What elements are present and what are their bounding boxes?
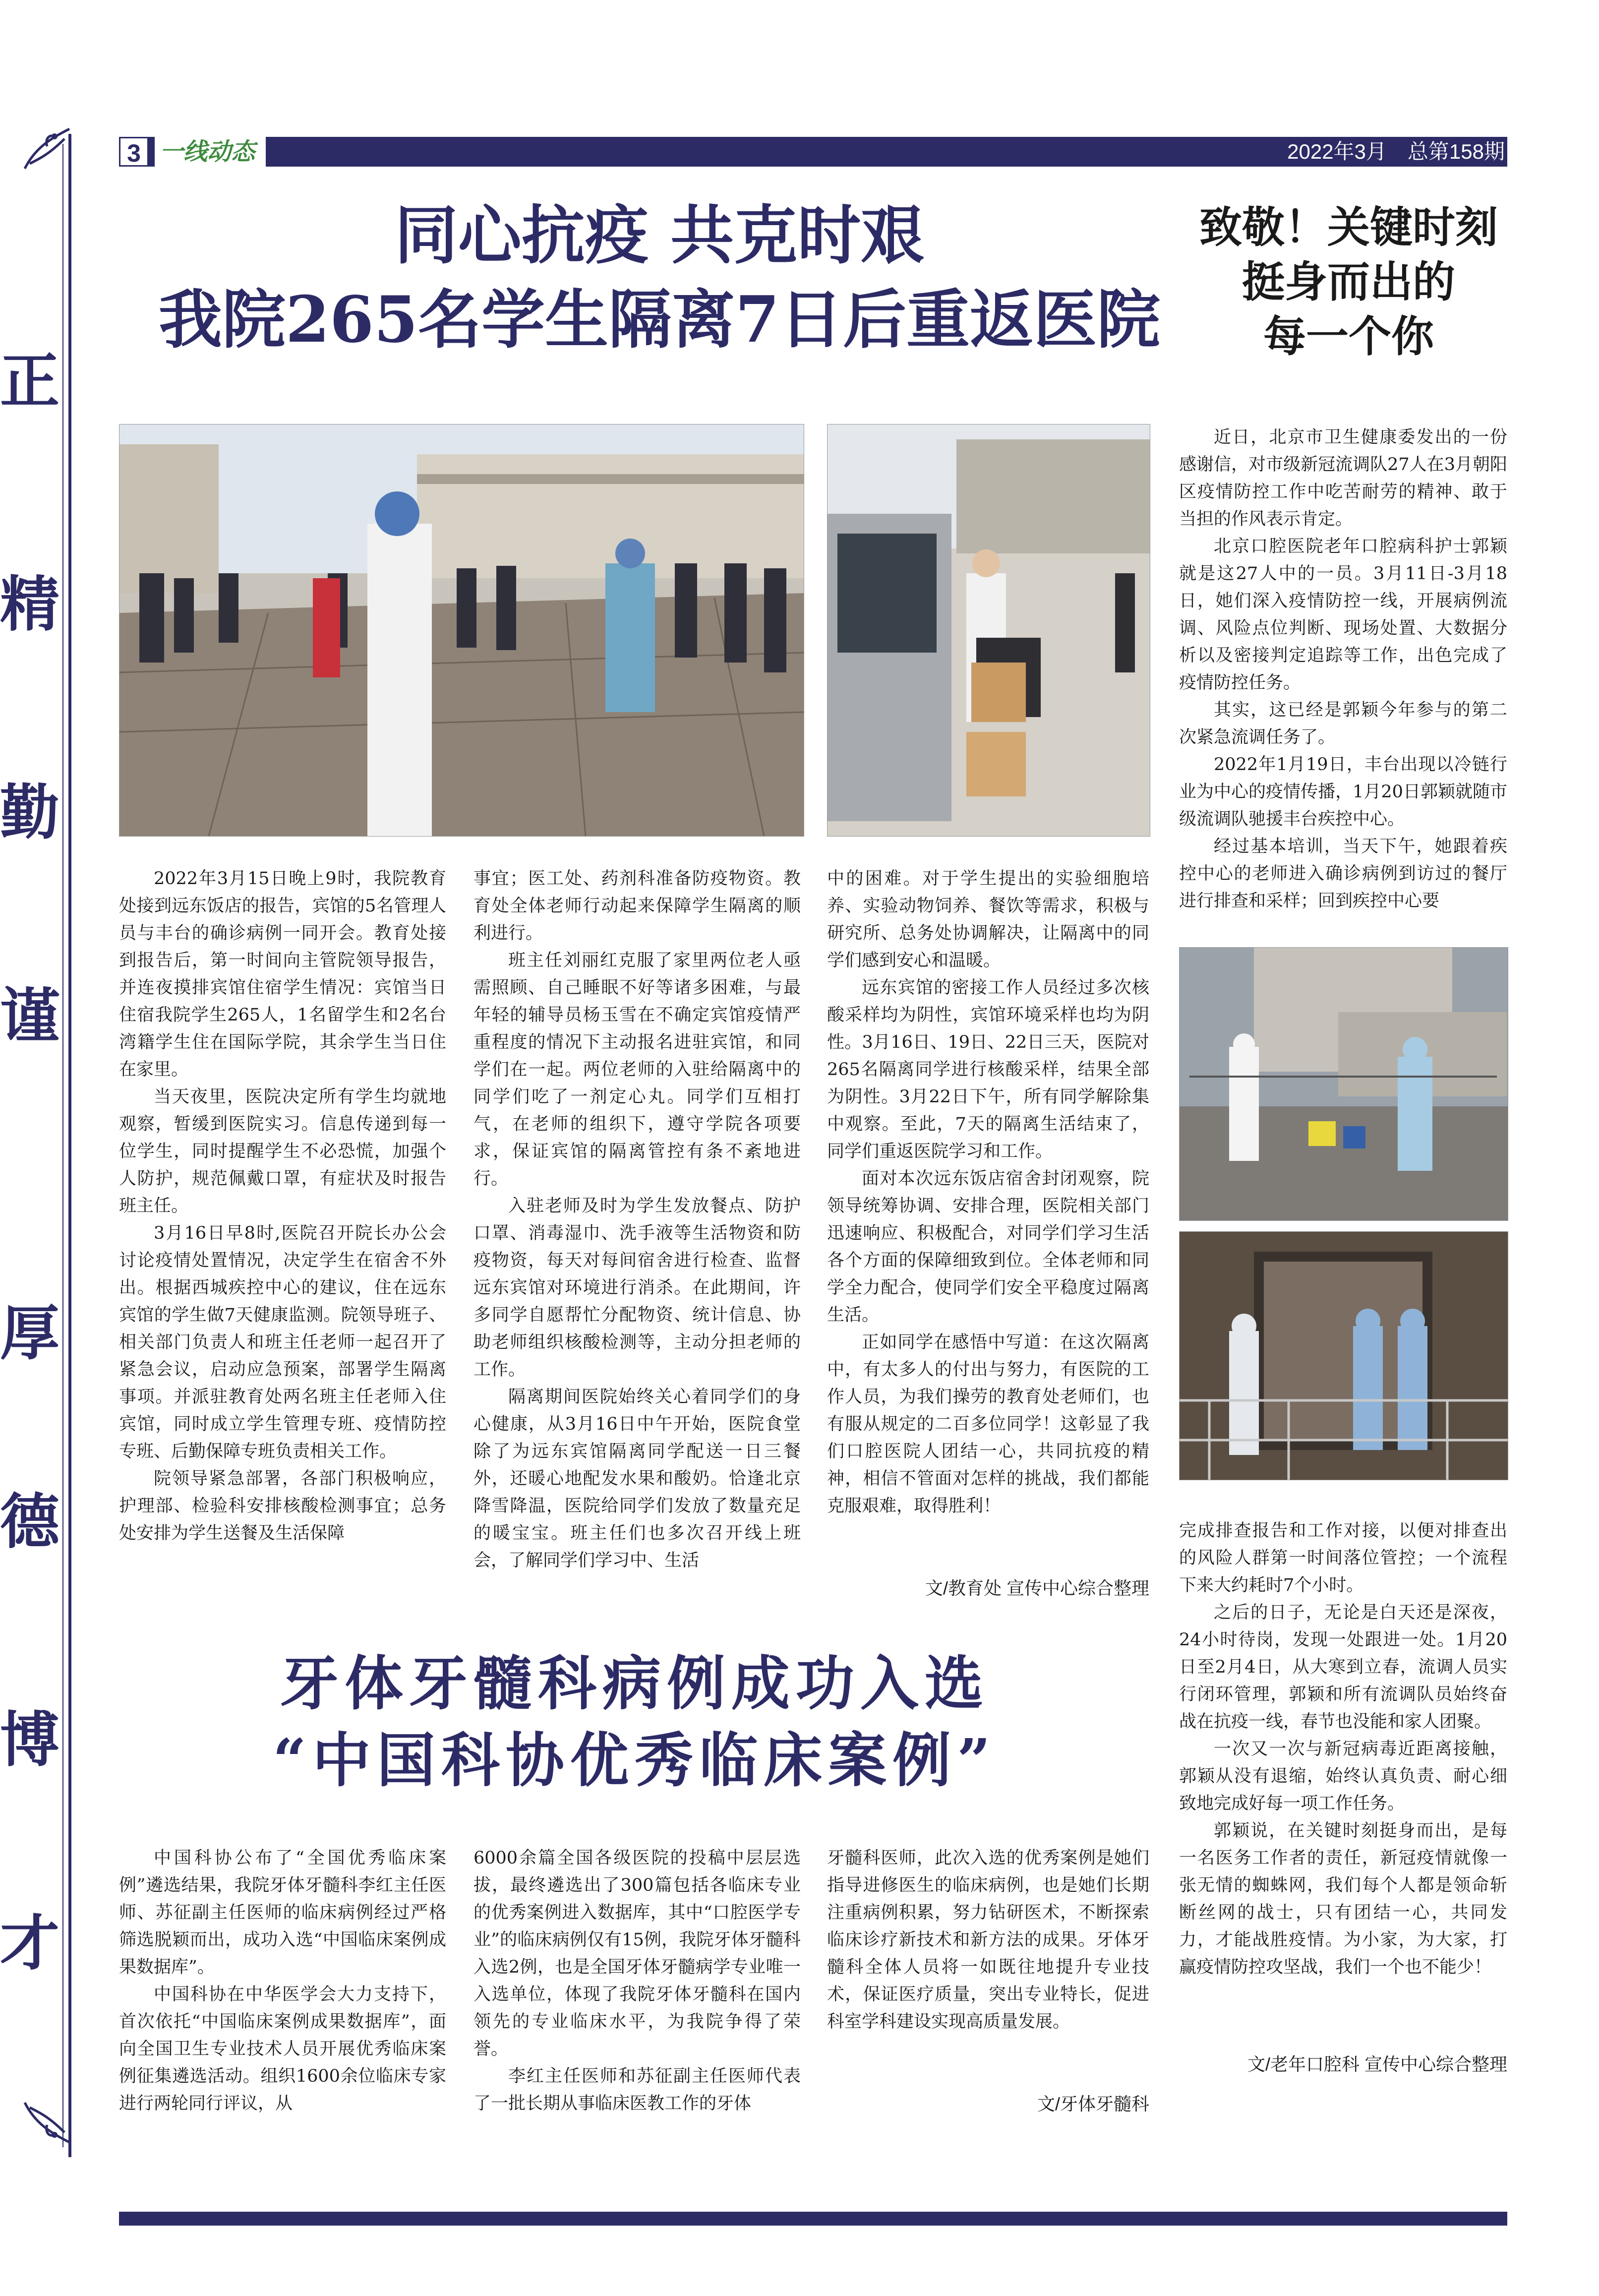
paragraph: 完成排查报告和工作对接，以便对排查出的风险人群第一时间落位管控；一个流程下来大约耗时7个小时。: [1179, 1521, 1507, 1595]
corner-ornament-icon: [20, 119, 74, 174]
article1-title-line1: 同心抗疫 共克时艰: [394, 198, 925, 273]
side-char: 厚: [0, 1299, 59, 1368]
paragraph: 院领导紧急部署，各部门积极响应，护理部、检验科安排核酸检测事宜；总务处安排为学生送餐及生活保障: [119, 1469, 446, 1543]
corner-ornament-bottom-icon: [20, 2098, 74, 2152]
side-decoration-strip: [0, 114, 74, 2182]
side-char: 博: [0, 1706, 59, 1775]
paragraph: 3月16日早8时,医院召开院长办公会讨论疫情处置情况，决定学生在宿舍不外出。根据西城疾控中心的建议，住在远东宾馆的学生做7天健康监测。院领导班子、相关部门负责人和班主任老师一起召开了紧急会议，启动应急预案，部署学生隔离事项。并派驻教育处两名班主任老师入住宾馆，同时成立学生管理专班、疫情防控专班、后勤保障专班负责相关工作。: [119, 1223, 446, 1461]
paragraph: 正如同学在感悟中写道：在这次隔离中，有太多人的付出与努力，有医院的工作人员，为我们操劳的教育处老师们，也有服从规定的二百多位同学！这彰显了我们口腔医院人团结一心，共同抗疫的精神，相信不管面对怎样的挑战，我们都能克服艰难，取得胜利！: [827, 1332, 1149, 1516]
page-footer-bar: [119, 2212, 1507, 2226]
photo-supply-delivery: [827, 424, 1150, 837]
paragraph: 中国科协在中华医学会大力支持下，首次依托“中国临床案例成果数据库”，面向全国卫生专业技术人员开展优秀临床案例征集遴选活动。组织1600余位临床专家进行两轮同行评议，从: [119, 1985, 446, 2114]
paragraph: 其实，这已经是郭颖今年参与的第二次紧急流调任务了。: [1179, 700, 1507, 747]
paragraph: 2022年1月19日，丰台出现以冷链行业为中心的疫情传播，1月20日郭颖就随市级流调队驰援丰台疾控中心。: [1179, 755, 1507, 829]
side-char: 勤: [0, 779, 59, 847]
paragraph: 郭颖说，在关键时刻挺身而出，是每一名医务工作者的责任，新冠疫情就像一张无情的蜘蛛网，我们每个人都是领命斩断丝网的战士，只有团结一心，共同发力，才能战胜疫情。为小家，为大家，打赢疫情防控攻坚战，我们一个也不能少！: [1179, 1821, 1507, 1977]
paragraph: 面对本次远东饭店宿舍封闭观察，院领导统筹协调、安排合理，医院相关部门迅速响应、积极配合，对同学们学习生活各个方面的保障细致到位。全体老师和同学全力配合，使同学们安全平稳度过隔离生活。: [827, 1169, 1149, 1325]
side-char: 才: [0, 1909, 59, 1978]
article2-part2: [1179, 1517, 1507, 1981]
photo-ppe-workers: [1179, 947, 1508, 1221]
paragraph: 北京口腔医院老年口腔病科护士郭颖就是这27人中的一员。3月11日-3月18日，她们深入疫情防控一线，开展病例流调、风险点位判断、现场处置、大数据分析以及密接判定追踪等工作，出色完成了疫情防控任务。: [1179, 537, 1507, 693]
article1-column3: [827, 865, 1149, 1520]
article3-column3: [827, 1845, 1149, 2036]
article3-title-line2: “中国科协优秀临床案例”: [273, 1726, 997, 1795]
issue-info: 2022年3月 总第158期: [1287, 140, 1505, 163]
paragraph: 李红主任医师和苏征副主任医师代表了一批长期从事临床医教工作的牙体: [474, 2066, 801, 2114]
paragraph: 中国科协公布了“全国优秀临床案例”遴选结果，我院牙体牙髓科李红主任医师、苏征副主任医师的临床病例经过严格筛选脱颖而出，成功入选“中国临床案例成果数据库”。: [119, 1848, 446, 1977]
side-char: 正: [0, 347, 59, 416]
paragraph: 2022年3月15日晚上9时，我院教育处接到远东饭店的报告，宾馆的5名管理人员与丰台的确诊病例一同开会。教育处接到报告后，第一时间向主管院领导报告，并连夜摸排宾馆住宿学生情况：宾馆当日住宿我院学生265人，1名留学生和2名台湾籍学生住在国际学院，其余学生当日住在家里。: [119, 869, 446, 1080]
article1-column1: [119, 865, 446, 1547]
paragraph: 牙髓科医师，此次入选的优秀案例是她们指导进修医生的临床病例，也是她们长期注重病例积累，努力钻研医术，不断探索临床诊疗新技术和新方法的成果。牙体牙髓科全体人员将一如既往地提升专业技术，保证医疗质量，突出专业特长，促进科室学科建设实现高质量发展。: [827, 1848, 1149, 2032]
paragraph: 远东宾馆的密接工作人员经过多次核酸采样均为阴性，宾馆环境采样也均为阴性。3月16日、19日、22日三天，医院对265名隔离同学进行核酸采样，结果全部为阴性。3月22日下午，所有同学解除集中观察。至此，7天的隔离生活结束了，同学们重返医院学习和工作。: [827, 978, 1149, 1161]
article3-title-line1: 牙体牙髓科病例成功入选: [280, 1649, 989, 1718]
article2-signature: 文/老年口腔科 宣传中心综合整理: [1247, 2054, 1507, 2074]
article3-column1: [119, 1845, 446, 2117]
article1-title-line2: 我院265名学生隔离7日后重返医院: [158, 283, 1161, 357]
side-char: 精: [0, 570, 59, 639]
paragraph: 入驻老师及时为学生发放餐点、防护口罩、消毒湿巾、洗手液等生活物资和防疫物资，每天对每间宿舍进行检查、监督远东宾馆对环境进行消杀。在此期间，许多同学自愿帮忙分配物资、统计信息、协助老师组织核酸检测等，主动分担老师的工作。: [474, 1196, 801, 1380]
paragraph: 事宜；医工处、药剂科准备防疫物资。教育处全体老师行动起来保障学生隔离的顺利进行。: [474, 869, 801, 943]
paragraph: 一次又一次与新冠病毒近距离接触，郭颖从没有退缩，始终认真负责、耐心细致地完成好每一项工作任务。: [1179, 1739, 1507, 1813]
side-border-line: [68, 134, 71, 2157]
article3-column2: [474, 1845, 801, 2117]
side-border-line-thin: [62, 144, 63, 2147]
photo-ppe-gate: [1179, 1231, 1508, 1480]
paragraph: 之后的日子，无论是白天还是深夜，24小时待岗，发现一处跟进一处。1月20日至2月4日，从大寒到立春，流调人员实行闭环管理，郭颖和所有流调队员始终奋战在抗疫一线，春节也没能和家人团聚。: [1179, 1603, 1507, 1732]
paragraph: 当天夜里，医院决定所有学生均就地观察，暂缓到医院实习。信息传递到每一位学生，同时提醒学生不必恐慌，加强个人防护，规范佩戴口罩，有症状及时报告班主任。: [119, 1087, 446, 1216]
page-number: 3: [119, 137, 149, 167]
article2-title-line1: 致敬！关键时刻: [1199, 202, 1498, 252]
section-title: 一线动态: [155, 137, 266, 167]
article1-signature: 文/教育处 宣传中心综合整理: [925, 1578, 1149, 1598]
article2-title-line2: 挺身而出的: [1242, 257, 1455, 307]
paragraph: 6000余篇全国各级医院的投稿中层层选拔，最终遴选出了300篇包括各临床专业的优秀案例进入数据库，其中“口腔医学专业”的临床病例仅有15例，我院牙体牙髓科入选2例，也是全国牙体牙髓病学专业唯一入选单位，体现了我院牙体牙髓科在国内领先的专业临床水平，为我院争得了荣誉。: [474, 1848, 801, 2059]
paragraph: 班主任刘丽红克服了家里两位老人亟需照顾、自己睡眠不好等诸多困难，与最年轻的辅导员杨玉雪在不确定宾馆疫情严重程度的情况下主动报名进驻宾馆，和同学们在一起。两位老师的入驻给隔离中的同学们吃了一剂定心丸。同学们互相打气，在老师的组织下，遵守学院各项要求，保证宾馆的隔离管控有条不紊地进行。: [474, 951, 801, 1189]
paragraph: 经过基本培训，当天下午，她跟着疾控中心的老师进入确诊病例到访过的餐厅进行排查和采样；回到疾控中心要: [1179, 837, 1507, 911]
side-char: 德: [0, 1488, 59, 1557]
article1-column2: [474, 865, 801, 1574]
photo-students-assembly: [119, 424, 804, 837]
article3-signature: 文/牙体牙髓科: [1037, 2094, 1149, 2114]
paragraph: 隔离期间医院始终关心着同学们的身心健康，从3月16日中午开始，医院食堂除了为远东宾馆隔离同学配送一日三餐外，还暖心地配发水果和酸奶。恰逢北京降雪降温，医院给同学们发放了数量充足的暖宝宝。班主任们也多次召开线上班会，了解同学们学习中、生活: [474, 1387, 801, 1571]
paragraph: 中的困难。对于学生提出的实验细胞培养、实验动物饲养、餐饮等需求，积极与研究所、总务处协调解决，让隔离中的同学们感到安心和温暖。: [827, 869, 1149, 970]
paragraph: 近日，北京市卫生健康委发出的一份感谢信，对市级新冠流调队27人在3月朝阳区疫情防控工作中吃苦耐劳的精神、敢于当担的作风表示肯定。: [1179, 427, 1507, 529]
article2-title-line3: 每一个你: [1263, 311, 1434, 362]
article2-part1: [1179, 424, 1507, 915]
side-char: 谨: [0, 982, 59, 1051]
